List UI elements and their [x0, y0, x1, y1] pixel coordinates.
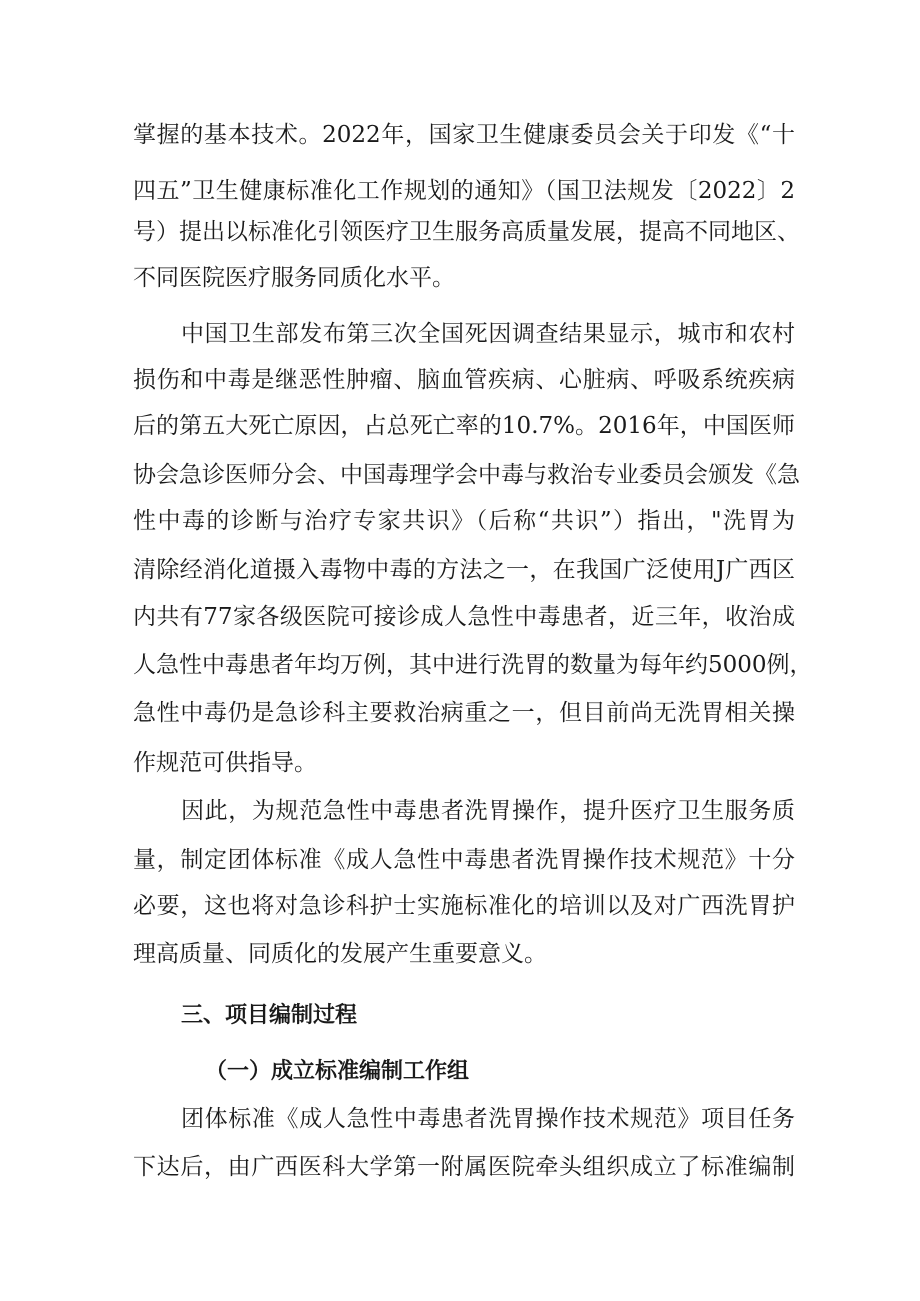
paragraph-4-line-1: 团体标准《成人急性中毒患者洗胃操作技术规范》项目任务: [181, 1106, 795, 1132]
paragraph-3-line-2: 量，制定团体标准《成人急性中毒患者洗胃操作技术规范》十分: [133, 847, 795, 873]
subsection-heading: （一）成立标准编制工作组: [205, 1059, 470, 1084]
paragraph-1-line-4: 不同医院医疗服务同质化水平。: [133, 265, 455, 291]
paragraph-4-line-2: 下达后，由广西医科大学第一附属医院牵头组织成立了标准编制: [133, 1154, 795, 1180]
paragraph-2-line-10: 作规范可供指导。: [133, 750, 317, 776]
paragraph-2-line-1: 中国卫生部发布第三次全国死因调查结果显示，城市和农村: [181, 321, 795, 347]
paragraph-3-line-3: 必要，这也将对急诊科护士实施标准化的培训以及对广西洗胃护: [133, 893, 795, 919]
paragraph-3-line-1: 因此，为规范急性中毒患者洗胃操作，提升医疗卫生服务质: [181, 798, 795, 824]
paragraph-2-line-6: 清除经消化道摄入毒物中毒的方法之一，在我国广泛使用J广西区: [133, 557, 795, 583]
section-heading: 三、项目编制过程: [181, 1003, 358, 1028]
paragraph-1-line-2: 四五”卫生健康标准化工作规划的通知》（国卫法规发〔2022〕2: [133, 178, 795, 204]
paragraph-1-line-1: 掌握的基本技术。2022年，国家卫生健康委员会关于印发《“十: [133, 122, 795, 148]
paragraph-2-line-4: 协会急诊医师分会、中国毒理学会中毒与救治专业委员会颁发《急: [133, 462, 800, 488]
paragraph-2-line-7: 内共有77家各级医院可接诊成人急性中毒患者，近三年，收治成: [133, 604, 795, 630]
paragraph-1-line-3: 号）提出以标准化引领医疗卫生服务高质量发展，提高不同地区、: [133, 219, 800, 245]
paragraph-3-line-4: 理高质量、同质化的发展产生重要意义。: [133, 941, 547, 967]
paragraph-2-line-2: 损伤和中毒是继恶性肿瘤、脑血管疾病、心脏病、呼吸系统疾病: [133, 367, 795, 393]
paragraph-2-line-9: 急性中毒仍是急诊科主要救治病重之一，但目前尚无洗胃相关操: [133, 700, 795, 726]
paragraph-2-line-5: 性中毒的诊断与治疗专家共识》（后称“共识”）指出，"洗胃为: [133, 508, 795, 534]
paragraph-2-line-8: 人急性中毒患者年均万例，其中进行洗胃的数量为每年约5000例，: [133, 652, 813, 678]
paragraph-2-line-3: 后的第五大死亡原因，占总死亡率的10.7%。2016年，中国医师: [133, 413, 795, 439]
